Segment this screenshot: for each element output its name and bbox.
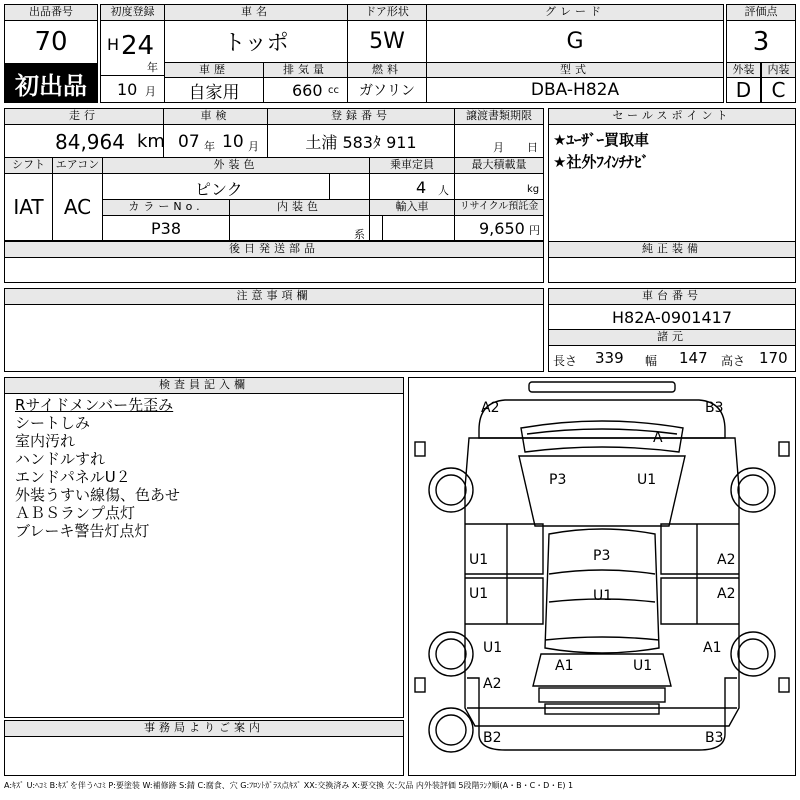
first-reg-month-cell (100, 75, 165, 103)
inspection-header: 車検 (163, 108, 268, 125)
ext-color-value: ピンク (195, 180, 243, 199)
capacity-unit: 人 (438, 184, 449, 197)
inspection-year-unit: 年 (204, 140, 215, 153)
grade-header: グレード (426, 4, 724, 21)
mark-roof-right: U1 (637, 472, 657, 488)
width-value: 147 (679, 349, 708, 367)
max-load-cell (454, 173, 544, 200)
sales-point-2: ★社外ﾌｲﾝﾁﾅﾋﾞ (553, 153, 649, 171)
mark-center-mid: U1 (593, 588, 613, 604)
mark-right-rear-fender: A1 (703, 640, 722, 656)
first-reg-year: 24 (121, 31, 155, 61)
reg-no-value: 土浦 583ﾀ 911 (267, 124, 455, 158)
year-unit: 年 (147, 61, 158, 74)
inspector-box (4, 393, 404, 718)
mark-front-right: B3 (705, 400, 724, 416)
inspector-note-6: 外装うすい線傷、色あせ (15, 486, 181, 504)
color-no-header: カラーNo. (102, 199, 230, 216)
chassis-header: 車台番号 (548, 288, 796, 305)
fuel-header: 燃料 (347, 62, 427, 78)
first-reg-header: 初度登録 (100, 4, 165, 21)
history-header: 車歴 (164, 62, 264, 78)
score-header: 評価点 (726, 4, 796, 21)
displacement-cell (263, 77, 348, 103)
capacity-header: 乗車定員 (369, 157, 455, 174)
inspector-note-8: ブレーキ警告灯点灯 (15, 522, 150, 540)
genuine-equip-box (548, 257, 796, 283)
height-label: 高さ (721, 354, 746, 368)
mark-roof-left: P3 (549, 472, 567, 488)
mark-windshield: A (653, 430, 663, 446)
int-color-unit: 系 (354, 228, 365, 241)
fuel-value: ガソリン (347, 77, 427, 103)
score-value: 3 (726, 20, 796, 63)
inspection-cell (163, 124, 268, 158)
month-unit: 月 (145, 85, 156, 98)
mark-front-left: A2 (481, 400, 500, 416)
mileage-cell (4, 124, 164, 158)
shift-value: IAT (4, 173, 53, 241)
recycle-value: 9,650 (479, 219, 525, 238)
capacity-cell (369, 173, 455, 200)
ext-color-header: 外装色 (102, 157, 370, 174)
inspector-note-5: エンドパネルU２ (15, 468, 131, 486)
lot-no-value: 70 (4, 20, 98, 64)
mark-left-front-door: U1 (469, 552, 489, 568)
later-parts-box (4, 257, 544, 283)
ext-color-divider (329, 173, 330, 200)
first-reg-month: 10 (117, 80, 138, 99)
transfer-doc-cell (454, 124, 544, 158)
later-parts-header: 後日発送部品 (4, 241, 544, 258)
mark-right-front-door: A2 (717, 552, 736, 568)
recycle-unit: 円 (529, 224, 540, 237)
inspection-month: 10 (222, 132, 244, 152)
mark-rear-right: U1 (633, 658, 653, 674)
length-label: 長さ (553, 354, 578, 368)
chassis-value: H82A-0901417 (548, 304, 796, 330)
displacement-value: 660 (292, 81, 323, 100)
load-unit: kg (527, 184, 540, 195)
inspector-note-3: 室内汚れ (15, 432, 76, 450)
car-name-header: 車名 (164, 4, 348, 21)
transfer-month-unit: 月 (493, 141, 504, 154)
int-color-cell (229, 215, 370, 241)
door-type-header: ドア形状 (347, 4, 427, 21)
int-color-header: 内装色 (229, 199, 370, 216)
car-diagram (409, 378, 795, 775)
lot-no-header: 出品番号 (4, 4, 98, 21)
mark-rear-corner-left: A2 (483, 676, 502, 692)
model-code-value: DBA-H82A (426, 77, 724, 103)
shift-header: シフト (4, 157, 53, 174)
office-header: 事務局よりご案内 (4, 720, 404, 737)
grade-value: G (426, 20, 724, 63)
sales-point-1: ★ﾕｰｻﾞｰ買取車 (553, 131, 649, 149)
length-value: 339 (595, 349, 624, 367)
inspector-note-2: シートしみ (15, 414, 91, 432)
recycle-header: リサイクル預託金 (454, 199, 544, 216)
interior-header: 内装 (761, 62, 796, 78)
mileage-header: 走行 (4, 108, 164, 125)
mark-rear-left: A1 (555, 658, 574, 674)
import-header: 輸入車 (369, 199, 455, 216)
mark-right-rear-door: A2 (717, 586, 736, 602)
import-divider (382, 215, 383, 241)
reg-no-header: 登録番号 (267, 108, 455, 125)
mark-back-left: B2 (483, 730, 502, 746)
car-diagram-box (408, 377, 796, 776)
aircon-header: エアコン (52, 157, 103, 174)
inspection-year: 07 (178, 132, 200, 152)
exterior-value: D (726, 77, 761, 103)
door-type-value: 5W (347, 20, 427, 63)
height-value: 170 (759, 349, 788, 367)
mileage-unit: km (137, 131, 165, 152)
sales-point-header: セールスポイント (548, 108, 796, 125)
mark-left-rear-door: U1 (469, 586, 489, 602)
legend-text: A:ｷｽﾞ U:ﾍｺﾐ B:ｷｽﾞを伴うﾍｺﾐ P:要塗装 W:補修跡 S:錆 C:腐食、穴 G:ﾌﾛﾝﾄｶﾞﾗｽ点ｷｽﾞ XX:交換済み X:要交換 欠:欠品 内外装評価 5段階ﾗﾝｸ順(A・B・C・D・E) 1 (4, 781, 574, 790)
model-code-header: 型式 (426, 62, 724, 78)
color-no-value: P38 (102, 215, 230, 241)
inspection-month-unit: 月 (248, 140, 259, 153)
transfer-doc-header: 譲渡書類期限 (454, 108, 544, 125)
first-reg-year-cell (100, 20, 165, 76)
first-listing-badge: 初出品 (4, 63, 98, 103)
import-cell (369, 215, 455, 241)
recycle-cell (454, 215, 544, 241)
sales-point-box (548, 124, 796, 242)
mark-center-roof: P3 (593, 548, 611, 564)
displacement-header: 排気量 (263, 62, 348, 78)
exterior-header: 外装 (726, 62, 761, 78)
history-value: 自家用 (164, 77, 264, 103)
inspector-note-4: ハンドルすれ (15, 450, 106, 468)
mark-left-rear-fender: U1 (483, 640, 503, 656)
era-label: H (107, 35, 120, 54)
inspector-header: 検査員記入欄 (4, 377, 404, 394)
transfer-day-unit: 日 (527, 141, 538, 154)
genuine-equip-header: 純正装備 (548, 241, 796, 258)
car-name-value: トッポ (164, 20, 348, 63)
inspector-note-1: Rサイドメンバー先歪み (15, 396, 174, 414)
notes-header: 注意事項欄 (4, 288, 544, 305)
ext-color-cell (102, 173, 370, 200)
displacement-unit: cc (328, 85, 339, 96)
inspector-note-7: ＡＢＳランプ点灯 (15, 504, 136, 522)
specs-cell (548, 345, 796, 372)
interior-value: C (761, 77, 796, 103)
aircon-value: AC (52, 173, 103, 241)
mileage-value: 84,964 (55, 130, 125, 154)
max-load-header: 最大積載量 (454, 157, 544, 174)
notes-box (4, 304, 544, 372)
width-label: 幅 (645, 354, 658, 368)
specs-header: 諸元 (548, 329, 796, 346)
capacity-value: 4 (416, 178, 427, 197)
office-box (4, 736, 404, 776)
mark-back-right: B3 (705, 730, 724, 746)
